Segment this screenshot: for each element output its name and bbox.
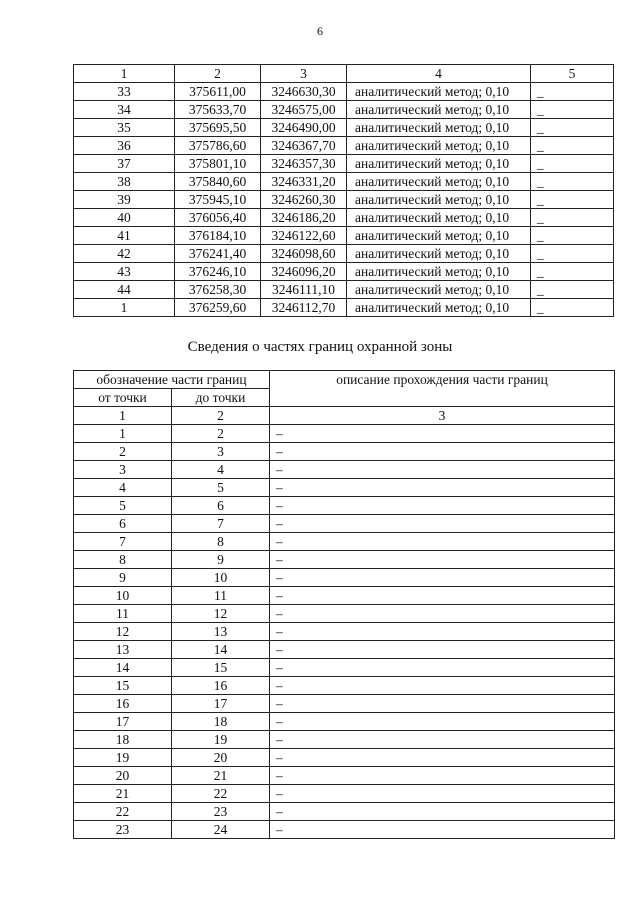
point-number-cell: 33 [74, 83, 175, 101]
table-row [74, 155, 614, 173]
point-number-cell: 37 [74, 155, 175, 173]
table-row [74, 299, 614, 317]
description-cell: – [270, 533, 615, 551]
description-cell: – [270, 569, 615, 587]
coordinates-header-cell: 4 [347, 65, 531, 83]
note-cell: _ [531, 83, 614, 101]
x-coordinate-cell: 375801,10 [175, 155, 261, 173]
point-number-cell: 43 [74, 263, 175, 281]
from-point-cell: 5 [74, 497, 172, 515]
table-row [74, 137, 614, 155]
table-row [74, 713, 615, 731]
x-coordinate-cell: 376258,30 [175, 281, 261, 299]
table-row [74, 731, 615, 749]
y-coordinate-cell: 3246331,20 [261, 173, 347, 191]
parts-numbering-cell: 3 [270, 407, 615, 425]
description-cell: – [270, 479, 615, 497]
x-coordinate-cell: 376184,10 [175, 227, 261, 245]
coordinates-header-cell: 1 [74, 65, 175, 83]
y-coordinate-cell: 3246098,60 [261, 245, 347, 263]
table-row [74, 101, 614, 119]
y-coordinate-cell: 3246186,20 [261, 209, 347, 227]
from-point-cell: 7 [74, 533, 172, 551]
table-row [74, 281, 614, 299]
description-cell: – [270, 803, 615, 821]
description-cell: – [270, 659, 615, 677]
from-point-cell: 13 [74, 641, 172, 659]
table-row [74, 227, 614, 245]
from-point-cell: 12 [74, 623, 172, 641]
table-row [74, 443, 615, 461]
to-point-cell: 15 [172, 659, 270, 677]
description-cell: – [270, 623, 615, 641]
table-row [74, 821, 615, 839]
table-row [74, 515, 615, 533]
note-cell: _ [531, 263, 614, 281]
parts-header-group: обозначение части границ [74, 371, 270, 389]
table-row [74, 767, 615, 785]
description-cell: – [270, 605, 615, 623]
method-accuracy-cell: аналитический метод; 0,10 [347, 137, 531, 155]
to-point-cell: 24 [172, 821, 270, 839]
point-number-cell: 34 [74, 101, 175, 119]
coordinates-table [73, 64, 614, 317]
point-number-cell: 44 [74, 281, 175, 299]
note-cell: _ [531, 209, 614, 227]
parts-numbering-cell: 2 [172, 407, 270, 425]
description-cell: – [270, 677, 615, 695]
from-point-cell: 15 [74, 677, 172, 695]
method-accuracy-cell: аналитический метод; 0,10 [347, 83, 531, 101]
x-coordinate-cell: 376241,40 [175, 245, 261, 263]
table-row [74, 605, 615, 623]
from-point-cell: 17 [74, 713, 172, 731]
table-row [74, 497, 615, 515]
to-point-cell: 11 [172, 587, 270, 605]
note-cell: _ [531, 299, 614, 317]
from-point-cell: 18 [74, 731, 172, 749]
from-point-cell: 2 [74, 443, 172, 461]
y-coordinate-cell: 3246630,30 [261, 83, 347, 101]
x-coordinate-cell: 376259,60 [175, 299, 261, 317]
from-point-cell: 16 [74, 695, 172, 713]
method-accuracy-cell: аналитический метод; 0,10 [347, 227, 531, 245]
coordinates-header-row [74, 65, 614, 83]
coordinates-header-cell: 5 [531, 65, 614, 83]
page-number: 6 [317, 24, 323, 38]
to-point-cell: 12 [172, 605, 270, 623]
note-cell: _ [531, 137, 614, 155]
note-cell: _ [531, 119, 614, 137]
coordinates-header-cell: 2 [175, 65, 261, 83]
from-point-cell: 22 [74, 803, 172, 821]
y-coordinate-cell: 3246096,20 [261, 263, 347, 281]
description-cell: – [270, 713, 615, 731]
table-row [74, 623, 615, 641]
section-title: Сведения о частях границ охранной зоны [187, 339, 453, 355]
description-cell: – [270, 425, 615, 443]
to-point-cell: 13 [172, 623, 270, 641]
to-point-cell: 6 [172, 497, 270, 515]
note-cell: _ [531, 101, 614, 119]
method-accuracy-cell: аналитический метод; 0,10 [347, 101, 531, 119]
boundary-parts-table [73, 370, 615, 839]
table-row [74, 569, 615, 587]
description-cell: – [270, 749, 615, 767]
note-cell: _ [531, 245, 614, 263]
point-number-cell: 41 [74, 227, 175, 245]
point-number-cell: 42 [74, 245, 175, 263]
method-accuracy-cell: аналитический метод; 0,10 [347, 119, 531, 137]
table-row [74, 245, 614, 263]
to-point-cell: 18 [172, 713, 270, 731]
y-coordinate-cell: 3246575,00 [261, 101, 347, 119]
table-row [74, 425, 615, 443]
x-coordinate-cell: 376056,40 [175, 209, 261, 227]
x-coordinate-cell: 375840,60 [175, 173, 261, 191]
from-point-cell: 10 [74, 587, 172, 605]
parts-header-row [74, 371, 615, 389]
table-row [74, 533, 615, 551]
to-point-cell: 5 [172, 479, 270, 497]
from-point-cell: 3 [74, 461, 172, 479]
y-coordinate-cell: 3246260,30 [261, 191, 347, 209]
note-cell: _ [531, 155, 614, 173]
y-coordinate-cell: 3246367,70 [261, 137, 347, 155]
to-point-cell: 16 [172, 677, 270, 695]
parts-numbering-cell: 1 [74, 407, 172, 425]
table-row [74, 695, 615, 713]
table-row [74, 677, 615, 695]
description-cell: – [270, 695, 615, 713]
to-point-cell: 23 [172, 803, 270, 821]
parts-header-from: от точки [74, 389, 172, 407]
from-point-cell: 4 [74, 479, 172, 497]
table-row [74, 209, 614, 227]
to-point-cell: 7 [172, 515, 270, 533]
description-cell: – [270, 497, 615, 515]
to-point-cell: 21 [172, 767, 270, 785]
table-row [74, 659, 615, 677]
note-cell: _ [531, 191, 614, 209]
note-cell: _ [531, 173, 614, 191]
x-coordinate-cell: 376246,10 [175, 263, 261, 281]
description-cell: – [270, 641, 615, 659]
description-cell: – [270, 785, 615, 803]
from-point-cell: 9 [74, 569, 172, 587]
table-row [74, 479, 615, 497]
point-number-cell: 40 [74, 209, 175, 227]
from-point-cell: 23 [74, 821, 172, 839]
method-accuracy-cell: аналитический метод; 0,10 [347, 299, 531, 317]
point-number-cell: 1 [74, 299, 175, 317]
description-cell: – [270, 515, 615, 533]
parts-header-to: до точки [172, 389, 270, 407]
description-cell: – [270, 551, 615, 569]
from-point-cell: 19 [74, 749, 172, 767]
point-number-cell: 36 [74, 137, 175, 155]
method-accuracy-cell: аналитический метод; 0,10 [347, 263, 531, 281]
to-point-cell: 14 [172, 641, 270, 659]
note-cell: _ [531, 227, 614, 245]
from-point-cell: 6 [74, 515, 172, 533]
method-accuracy-cell: аналитический метод; 0,10 [347, 209, 531, 227]
description-cell: – [270, 587, 615, 605]
point-number-cell: 39 [74, 191, 175, 209]
from-point-cell: 1 [74, 425, 172, 443]
method-accuracy-cell: аналитический метод; 0,10 [347, 155, 531, 173]
parts-numbering-row [74, 407, 615, 425]
description-cell: – [270, 461, 615, 479]
from-point-cell: 21 [74, 785, 172, 803]
description-cell: – [270, 767, 615, 785]
to-point-cell: 22 [172, 785, 270, 803]
table-row [74, 119, 614, 137]
to-point-cell: 19 [172, 731, 270, 749]
table-row [74, 263, 614, 281]
y-coordinate-cell: 3246357,30 [261, 155, 347, 173]
table-row [74, 803, 615, 821]
description-cell: – [270, 821, 615, 839]
to-point-cell: 3 [172, 443, 270, 461]
description-cell: – [270, 443, 615, 461]
table-row [74, 191, 614, 209]
method-accuracy-cell: аналитический метод; 0,10 [347, 191, 531, 209]
method-accuracy-cell: аналитический метод; 0,10 [347, 173, 531, 191]
from-point-cell: 11 [74, 605, 172, 623]
y-coordinate-cell: 3246122,60 [261, 227, 347, 245]
x-coordinate-cell: 375611,00 [175, 83, 261, 101]
description-cell: – [270, 731, 615, 749]
from-point-cell: 20 [74, 767, 172, 785]
to-point-cell: 20 [172, 749, 270, 767]
to-point-cell: 9 [172, 551, 270, 569]
x-coordinate-cell: 375633,70 [175, 101, 261, 119]
to-point-cell: 10 [172, 569, 270, 587]
to-point-cell: 17 [172, 695, 270, 713]
table-row [74, 587, 615, 605]
note-cell: _ [531, 281, 614, 299]
table-row [74, 641, 615, 659]
x-coordinate-cell: 375786,60 [175, 137, 261, 155]
to-point-cell: 8 [172, 533, 270, 551]
from-point-cell: 14 [74, 659, 172, 677]
method-accuracy-cell: аналитический метод; 0,10 [347, 281, 531, 299]
from-point-cell: 8 [74, 551, 172, 569]
y-coordinate-cell: 3246490,00 [261, 119, 347, 137]
table-row [74, 461, 615, 479]
table-row [74, 83, 614, 101]
y-coordinate-cell: 3246111,10 [261, 281, 347, 299]
table-row [74, 749, 615, 767]
table-row [74, 785, 615, 803]
y-coordinate-cell: 3246112,70 [261, 299, 347, 317]
coordinates-header-cell: 3 [261, 65, 347, 83]
method-accuracy-cell: аналитический метод; 0,10 [347, 245, 531, 263]
point-number-cell: 38 [74, 173, 175, 191]
parts-header-description: описание прохождения части границ [270, 371, 615, 407]
table-row [74, 551, 615, 569]
point-number-cell: 35 [74, 119, 175, 137]
table-row [74, 173, 614, 191]
x-coordinate-cell: 375945,10 [175, 191, 261, 209]
to-point-cell: 2 [172, 425, 270, 443]
x-coordinate-cell: 375695,50 [175, 119, 261, 137]
to-point-cell: 4 [172, 461, 270, 479]
